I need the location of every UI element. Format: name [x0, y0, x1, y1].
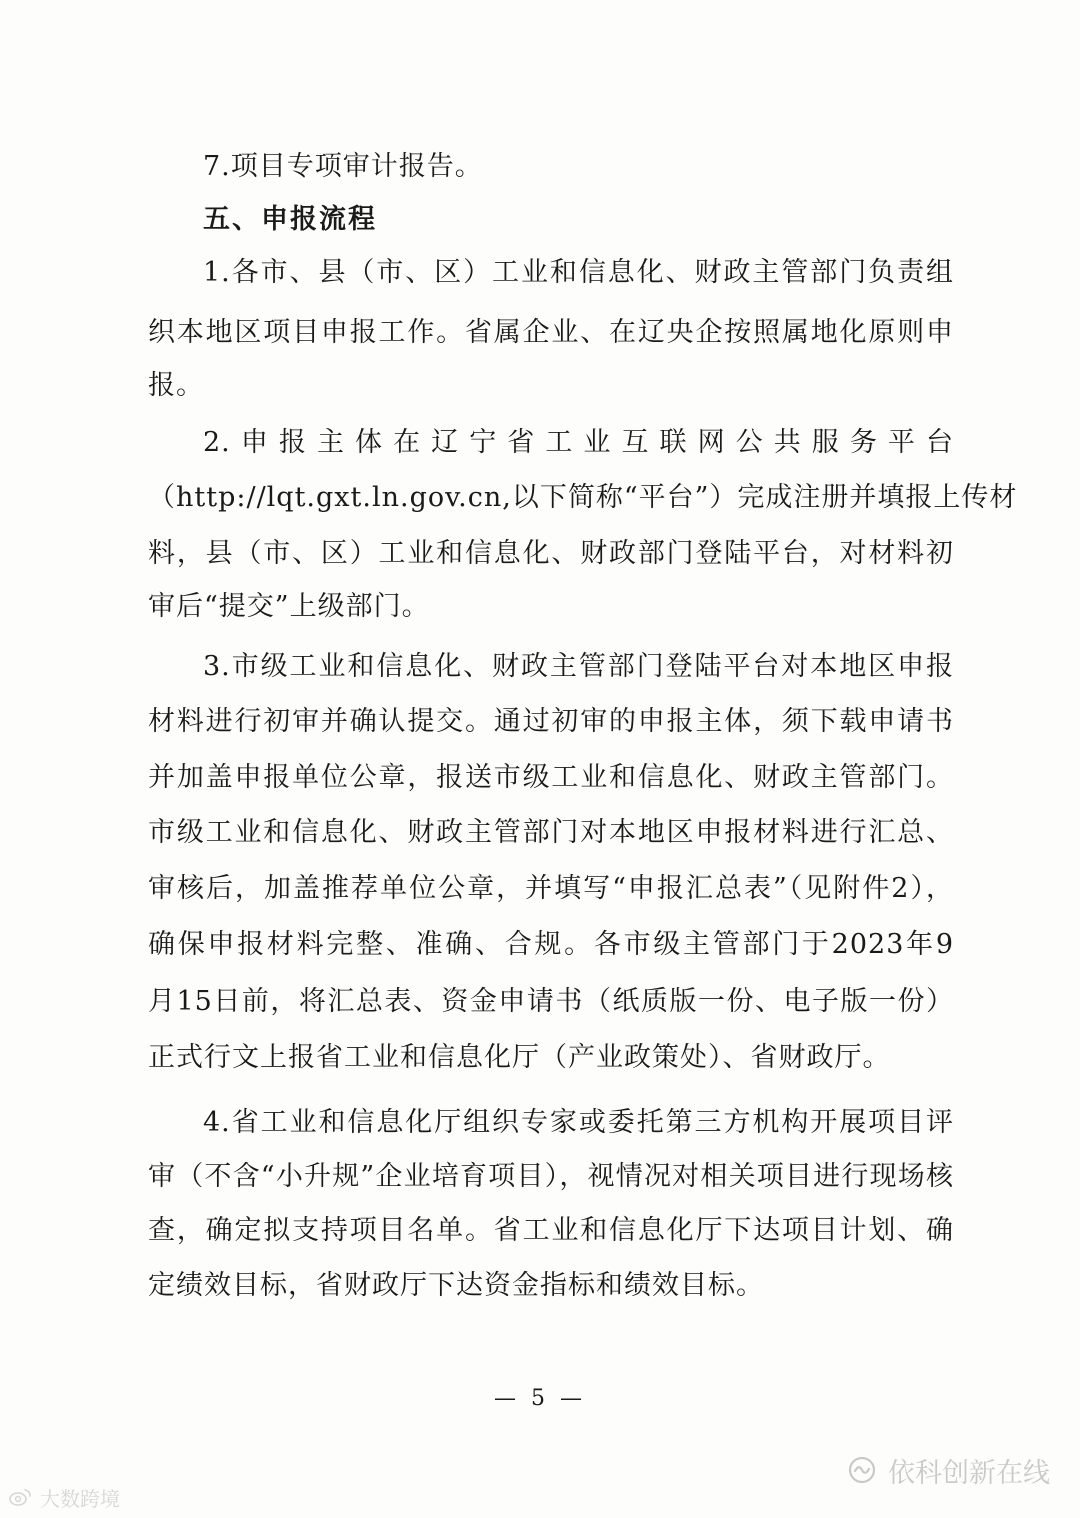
paragraph-3-line-8: 正式行文上报省工业和信息化厅（产业政策处）、省财政厅。 — [148, 1042, 891, 1073]
paragraph-2-line-4: 审后“提交”上级部门。 — [148, 591, 430, 622]
page-number: — 5 — — [494, 1386, 586, 1411]
watermark-left — [8, 1482, 120, 1512]
paragraph-1-line-3: 报。 — [148, 370, 204, 401]
paragraph-3-line-5: 审核后，加盖推荐单位公章，并填写“申报汇总表”（见附件2）， — [148, 873, 954, 904]
paragraph-3-line-1: 3.市级工业和信息化、财政主管部门登陆平台对本地区申报 — [203, 651, 954, 682]
paragraph-2-line-1: 2.申报主体在辽宁省工业互联网公共服务平台 — [203, 427, 954, 458]
paragraph-2-line-3: 料，县（市、区）工业和信息化、财政部门登陆平台，对材料初 — [148, 538, 954, 569]
wechat-channel-icon — [846, 1454, 878, 1486]
paragraph-3-line-3: 并加盖申报单位公章，报送市级工业和信息化、财政主管部门。 — [148, 762, 954, 793]
watermark-right-text: 依科创新在线 — [888, 1457, 1050, 1489]
item-7-line: 7.项目专项审计报告。 — [203, 151, 483, 182]
watermark-right — [846, 1450, 1050, 1490]
paragraph-4-line-2: 审（不含“小升规”企业培育项目），视情况对相关项目进行现场核 — [148, 1161, 954, 1192]
weibo-style-icon — [8, 1486, 34, 1508]
paragraph-4-line-1: 4.省工业和信息化厅组织专家或委托第三方机构开展项目评 — [203, 1107, 954, 1138]
paragraph-3-line-7: 月15日前，将汇总表、资金申请书（纸质版一份、电子版一份） — [148, 986, 954, 1017]
section-heading-application-process: 五、申报流程 — [203, 204, 377, 235]
paragraph-4-line-3: 查，确定拟支持项目名单。省工业和信息化厅下达项目计划、确 — [148, 1215, 954, 1246]
paragraph-3-line-6: 确保申报材料完整、准确、合规。各市级主管部门于2023年9 — [148, 929, 954, 960]
watermark-left-text: 大数跨境 — [40, 1486, 120, 1511]
paragraph-3-line-2: 材料进行初审并确认提交。通过初审的申报主体，须下载申请书 — [148, 706, 954, 737]
paragraph-2-line-2: （http://lqt.gxt.ln.gov.cn,以下简称“平台”）完成注册并填报上传材 — [148, 482, 1018, 513]
paragraph-3-line-4: 市级工业和信息化、财政主管部门对本地区申报材料进行汇总、 — [148, 817, 954, 848]
paragraph-1-line-1: 1.各市、县（市、区）工业和信息化、财政主管部门负责组 — [203, 257, 954, 288]
paragraph-1-line-2: 织本地区项目申报工作。省属企业、在辽央企按照属地化原则申 — [148, 317, 954, 348]
paragraph-4-line-4: 定绩效目标，省财政厅下达资金指标和绩效目标。 — [148, 1270, 764, 1301]
